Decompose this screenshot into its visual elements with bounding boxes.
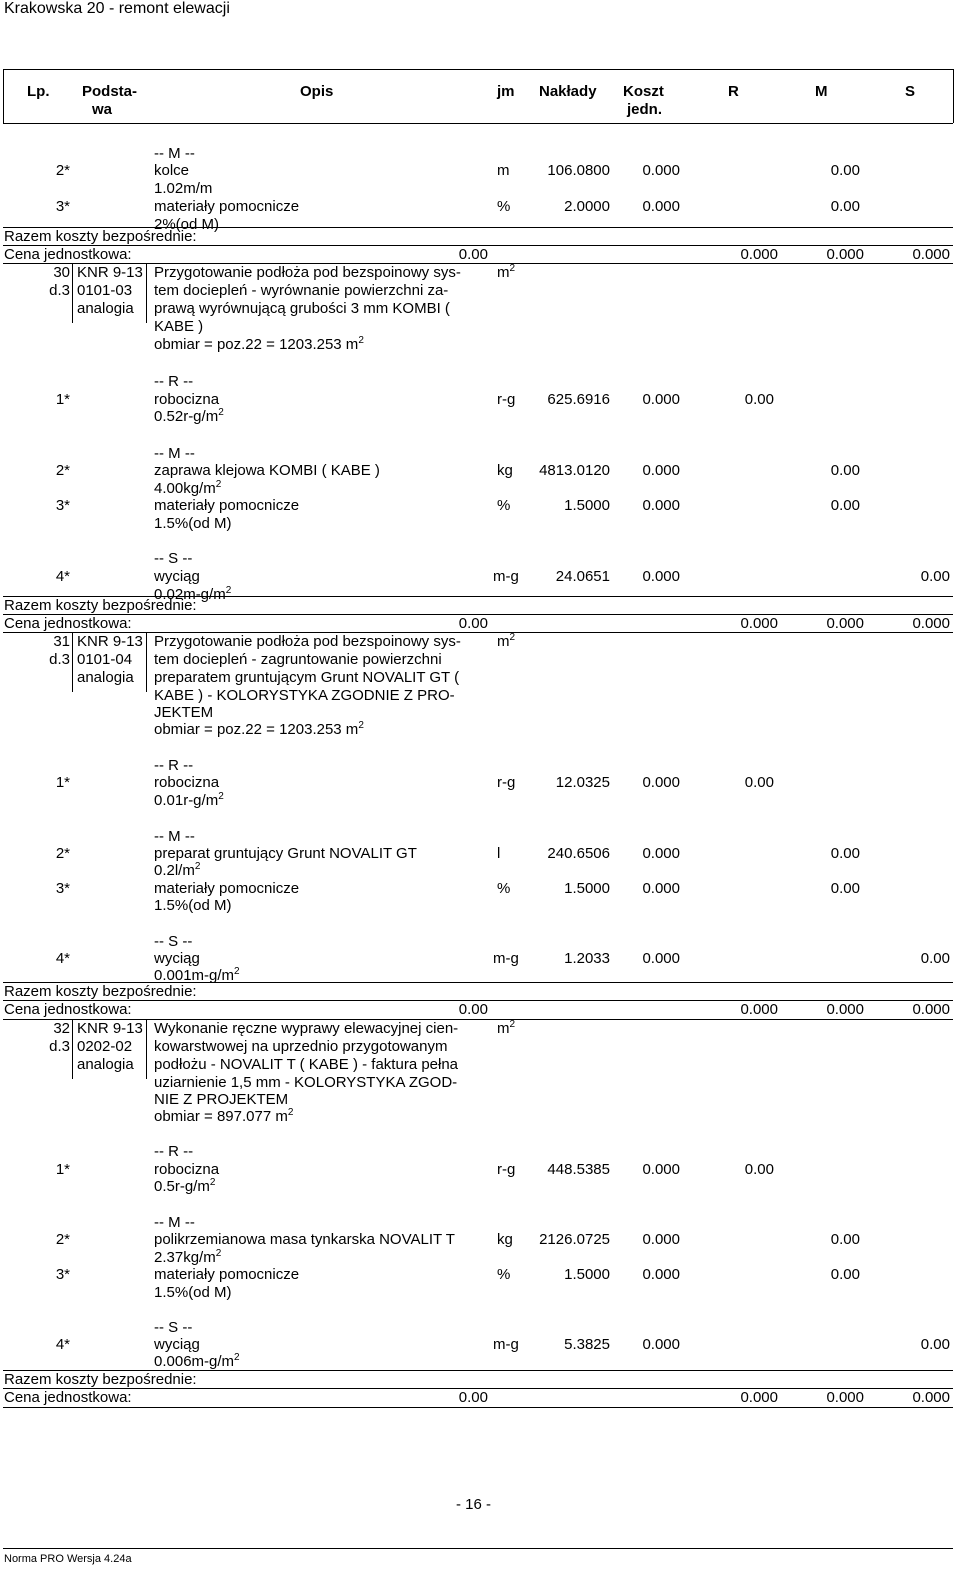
pos31-basis-code: 0101-04 — [77, 651, 133, 668]
pos31-row-jm: % — [497, 880, 511, 897]
carry-row1-lp: 2* — [55, 162, 70, 179]
pos32-section-m: -- M -- — [154, 1214, 195, 1231]
pos32-row-lp: 3* — [55, 1266, 70, 1283]
carry-row1-note: 1.02m/m — [154, 180, 213, 197]
pos30-cena-label: Cena jednostkowa: — [4, 615, 132, 632]
pos30-section-m: -- M -- — [154, 445, 195, 462]
pos30-cena-m: 0.000 — [826, 615, 864, 632]
header-top-border — [3, 69, 953, 70]
pos30-razem-label: Razem koszty bezpośrednie: — [4, 597, 197, 614]
pos32-desc-line: podłożu - NOVALIT T ( KABE ) - faktura pełna — [154, 1056, 459, 1073]
pos31-basis-d: d.3 — [49, 651, 70, 668]
pos32-row-koszt: 0.000 — [642, 1161, 680, 1178]
pos30-row-koszt: 0.000 — [642, 497, 680, 514]
carry-row2-lp: 3* — [55, 198, 70, 215]
pos32-row-note: $2.37kg/m^2$ — [154, 1248, 222, 1266]
pos32-desc-line: NIE Z PROJEKTEM — [154, 1091, 289, 1108]
carry-cena-m: 0.000 — [826, 246, 864, 263]
pos32-unit: $m^2$ — [497, 1019, 516, 1037]
pos31-row-note: $0.01r-g/m^2$ — [154, 791, 224, 809]
footer-rule — [3, 1548, 953, 1549]
pos32-desc-line: uziarnienie 1,5 mm - KOLORYSTYKA ZGOD- — [154, 1074, 458, 1091]
pos30-row-lp: 4* — [55, 568, 70, 585]
pos31-desc-line: preparatem gruntującym Grunt NOVALIT GT ( — [154, 669, 460, 686]
pos31-row-m: 0.00 — [830, 845, 860, 862]
carry-cena-r: 0.000 — [740, 246, 778, 263]
pos31-row-lp: 3* — [55, 880, 70, 897]
pos30-row-note: $0.52r-g/m^2$ — [154, 407, 224, 425]
pos30-row-naklady: 24.0651 — [555, 568, 610, 585]
pos32-divider — [146, 1019, 147, 1079]
pos30-section-s: -- S -- — [154, 550, 193, 567]
pos31-row-lp: 2* — [55, 845, 70, 862]
pos31-row-koszt: 0.000 — [642, 880, 680, 897]
pos32-row-name: polikrzemianowa masa tynkarska NOVALIT T — [154, 1231, 455, 1248]
pos30-desc-line: prawą wyrównującą grubości 3 mm KOMBI ( — [154, 300, 450, 317]
pos31-row-naklady: 1.2033 — [564, 950, 610, 967]
pos32-row-lp: 4* — [55, 1336, 70, 1353]
pos31-row-note: $0.2l/m^2$ — [154, 861, 201, 879]
pos32-cena-s: 0.000 — [912, 1389, 950, 1406]
pos31-row-naklady: 1.5000 — [564, 880, 610, 897]
pos31-row-m: 0.00 — [830, 880, 860, 897]
pos31-desc-line: JEKTEM — [154, 704, 214, 721]
pos31-row-name: wyciąg — [154, 950, 200, 967]
pos32-row-koszt: 0.000 — [642, 1231, 680, 1248]
pos31-section-r: -- R -- — [154, 757, 194, 774]
pos31-row-lp: 4* — [55, 950, 70, 967]
pos30-cena-r: 0.000 — [740, 615, 778, 632]
pos31-row-note: 1.5%(od M) — [154, 897, 232, 914]
pos31-number: 31 — [53, 633, 70, 650]
carry-row2-jm: % — [497, 198, 511, 215]
pos30-row-note: $0.02m-g/m^2$ — [154, 585, 232, 603]
pos31-row-koszt: 0.000 — [642, 950, 680, 967]
pos30-basis-analogia: analogia — [77, 300, 134, 317]
pos32-section-r: -- R -- — [154, 1143, 194, 1160]
pos30-obmiar: obmiar = poz.22 = 1203.253 $m^2$ — [154, 335, 364, 353]
pos32-row-jm: kg — [497, 1231, 513, 1248]
pos32-row-naklady: 1.5000 — [564, 1266, 610, 1283]
header-koszt-line2: jedn. — [627, 101, 663, 118]
pos30-row-naklady: 1.5000 — [564, 497, 610, 514]
pos32-row-naklady: 448.5385 — [547, 1161, 610, 1178]
carry-row1-jm: m — [497, 162, 510, 179]
carry-row2-m: 0.00 — [830, 198, 860, 215]
pos30-basis-knr: KNR 9-13 — [77, 264, 143, 281]
pos31-row-name: materiały pomocnicze — [154, 880, 300, 897]
pos30-cena-s: 0.000 — [912, 615, 950, 632]
header-m: M — [815, 83, 828, 100]
pos32-cena-r: 0.000 — [740, 1389, 778, 1406]
carry-row2-koszt: 0.000 — [642, 198, 680, 215]
pos30-row-name: materiały pomocnicze — [154, 497, 300, 514]
pos31-row-naklady: 12.0325 — [555, 774, 610, 791]
pos30-desc-line: tem dociepleń - wyrównanie powierzchni za- — [154, 282, 449, 299]
carry-row2-name: materiały pomocnicze — [154, 198, 300, 215]
pos32-basis-analogia: analogia — [77, 1056, 134, 1073]
pos30-row-naklady: 625.6916 — [547, 391, 610, 408]
carry-row1-naklady: 106.0800 — [547, 162, 610, 179]
pos32-row-note: 1.5%(od M) — [154, 1284, 232, 1301]
header-podstawa-line2: wa — [92, 101, 113, 118]
pos32-row-r: 0.00 — [744, 1161, 774, 1178]
pos30-row-jm: m-g — [493, 568, 519, 585]
header-jm: jm — [497, 83, 515, 100]
pos31-cena-label: Cena jednostkowa: — [4, 1001, 132, 1018]
pos32-cena-label: Cena jednostkowa: — [4, 1389, 132, 1406]
pos30-row-note: $4.00kg/m^2$ — [154, 479, 222, 497]
pos30-row-jm: kg — [497, 462, 513, 479]
pos32-row-name: robocizna — [154, 1161, 220, 1178]
pos30-divider — [72, 263, 73, 323]
pos32-row-lp: 1* — [55, 1161, 70, 1178]
pos32-row-koszt: 0.000 — [642, 1266, 680, 1283]
pos31-section-m: -- M -- — [154, 828, 195, 845]
pos30-row-note: 1.5%(od M) — [154, 515, 232, 532]
pos32-row-jm: r-g — [497, 1161, 516, 1178]
carry-razem-label: Razem koszty bezpośrednie: — [4, 228, 197, 245]
carry-row2-naklady: 2.0000 — [564, 198, 610, 215]
pos31-row-name: preparat gruntujący Grunt NOVALIT GT — [154, 845, 417, 862]
pos30-desc-line: KABE ) — [154, 318, 204, 335]
pos32-section-s: -- S -- — [154, 1319, 193, 1336]
carry-row2-note: 2%(od M) — [154, 216, 220, 233]
pos31-section-s: -- S -- — [154, 933, 193, 950]
carry-row1-m: 0.00 — [830, 162, 860, 179]
pos31-cena-m: 0.000 — [826, 1001, 864, 1018]
pos30-row-name: zaprawa klejowa KOMBI ( KABE ) — [154, 462, 380, 479]
pos32-number: 32 — [53, 1020, 70, 1037]
pos32-cena-base: 0.00 — [458, 1389, 488, 1406]
pos31-unit: $m^2$ — [497, 632, 516, 650]
pos31-cena-s: 0.000 — [912, 1001, 950, 1018]
pos30-row-koszt: 0.000 — [642, 391, 680, 408]
pos30-row-m: 0.00 — [830, 497, 860, 514]
pos31-row-s: 0.00 — [920, 950, 950, 967]
pos30-cena-base: 0.00 — [458, 615, 488, 632]
software-version: Norma PRO Wersja 4.24a — [4, 1553, 132, 1565]
pos32-row-name: materiały pomocnicze — [154, 1266, 300, 1283]
header-bottom-border — [3, 123, 953, 124]
pos32-row-jm: % — [497, 1266, 511, 1283]
pos31-desc-line: tem dociepleń - zagruntowanie powierzchni — [154, 651, 442, 668]
pos31-row-lp: 1* — [55, 774, 70, 791]
pos32-divider — [72, 1019, 73, 1079]
carry-row1-koszt: 0.000 — [642, 162, 680, 179]
pos30-row-jm: % — [497, 497, 511, 514]
pos32-desc-line: Wykonanie ręczne wyprawy elewacyjnej cien- — [154, 1020, 459, 1037]
pos30-row-lp: 3* — [55, 497, 70, 514]
pos31-row-naklady: 240.6506 — [547, 845, 610, 862]
pos31-row-name: robocizna — [154, 774, 220, 791]
pos30-row-naklady: 4813.0120 — [539, 462, 610, 479]
carry-cena-base: 0.00 — [458, 246, 488, 263]
pos31-row-koszt: 0.000 — [642, 845, 680, 862]
pos31-basis-analogia: analogia — [77, 669, 134, 686]
pos31-row-jm: r-g — [497, 774, 516, 791]
header-right-border — [953, 69, 954, 123]
pos32-row-note: $0.006m-g/m^2$ — [154, 1352, 240, 1370]
pos31-desc-line: KABE ) - KOLORYSTYKA ZGODNIE Z PRO- — [154, 687, 455, 704]
pos31-cena-r: 0.000 — [740, 1001, 778, 1018]
header-koszt-line1: Koszt — [623, 83, 664, 100]
pos32-row-naklady: 2126.0725 — [539, 1231, 610, 1248]
pos30-basis-code: 0101-03 — [77, 282, 133, 299]
pos31-obmiar: obmiar = poz.22 = 1203.253 $m^2$ — [154, 720, 364, 738]
pos31-basis-knr: KNR 9-13 — [77, 633, 143, 650]
pos32-razem-label: Razem koszty bezpośrednie: — [4, 1371, 197, 1388]
pos31-row-r: 0.00 — [744, 774, 774, 791]
pos31-desc-line: Przygotowanie podłoża pod bezspoinowy sys- — [154, 633, 461, 650]
pos31-row-jm: l — [497, 845, 501, 862]
pos32-row-m: 0.00 — [830, 1266, 860, 1283]
page-number: - 16 - — [456, 1496, 492, 1513]
pos30-row-r: 0.00 — [744, 391, 774, 408]
pos30-number: 30 — [53, 264, 70, 281]
pos30-row-name: wyciąg — [154, 568, 200, 585]
pos32-row-note: $0.5r-g/m^2$ — [154, 1177, 216, 1195]
pos31-divider — [146, 632, 147, 692]
pos32-row-naklady: 5.3825 — [564, 1336, 610, 1353]
pos31-row-koszt: 0.000 — [642, 774, 680, 791]
pos30-row-koszt: 0.000 — [642, 568, 680, 585]
pos32-row-koszt: 0.000 — [642, 1336, 680, 1353]
carry-section-m: -- M -- — [154, 145, 195, 162]
pos31-row-jm: m-g — [493, 950, 519, 967]
pos30-row-lp: 2* — [55, 462, 70, 479]
pos32-obmiar: obmiar = 897.077 $m^2$ — [154, 1107, 294, 1125]
pos31-cena-base: 0.00 — [458, 1001, 488, 1018]
pos30-section-r: -- R -- — [154, 373, 194, 390]
carry-cena-label: Cena jednostkowa: — [4, 246, 132, 263]
pos32-basis-d: d.3 — [49, 1038, 70, 1055]
header-s: S — [905, 83, 916, 100]
pos30-desc-line: Przygotowanie podłoża pod bezspoinowy sys- — [154, 264, 461, 281]
header-naklady: Nakłady — [539, 83, 597, 100]
pos30-divider — [146, 263, 147, 323]
pos32-basis-knr: KNR 9-13 — [77, 1020, 143, 1037]
pos32-desc-line: kowarstwowej na uprzednio przygotowanym — [154, 1038, 448, 1055]
pos30-row-m: 0.00 — [830, 462, 860, 479]
pos32-row-lp: 2* — [55, 1231, 70, 1248]
pos30-row-s: 0.00 — [920, 568, 950, 585]
pos32-row-name: wyciąg — [154, 1336, 200, 1353]
pos30-basis-d: d.3 — [49, 282, 70, 299]
pos32-row-m: 0.00 — [830, 1231, 860, 1248]
pos32-row-jm: m-g — [493, 1336, 519, 1353]
pos31-razem-label: Razem koszty bezpośrednie: — [4, 983, 197, 1000]
header-r: R — [728, 83, 739, 100]
pos32-cena-m: 0.000 — [826, 1389, 864, 1406]
pos30-row-koszt: 0.000 — [642, 462, 680, 479]
pos30-unit: $m^2$ — [497, 263, 516, 281]
pos31-divider — [72, 632, 73, 692]
pos32-basis-code: 0202-02 — [77, 1038, 133, 1055]
pos30-row-lp: 1* — [55, 391, 70, 408]
carry-row1-name: kolce — [154, 162, 190, 179]
header-opis: Opis — [300, 83, 334, 100]
header-podstawa-line1: Podsta- — [82, 83, 138, 100]
document-title: Krakowska 20 - remont elewacji — [4, 0, 230, 17]
carry-cena-s: 0.000 — [912, 246, 950, 263]
pos30-row-jm: r-g — [497, 391, 516, 408]
header-left-border — [3, 69, 4, 123]
pos32-row-s: 0.00 — [920, 1336, 950, 1353]
pos30-row-name: robocizna — [154, 391, 220, 408]
separator — [3, 1407, 953, 1408]
pos31-row-note: $0.001m-g/m^2$ — [154, 966, 240, 984]
header-lp: Lp. — [27, 83, 50, 100]
